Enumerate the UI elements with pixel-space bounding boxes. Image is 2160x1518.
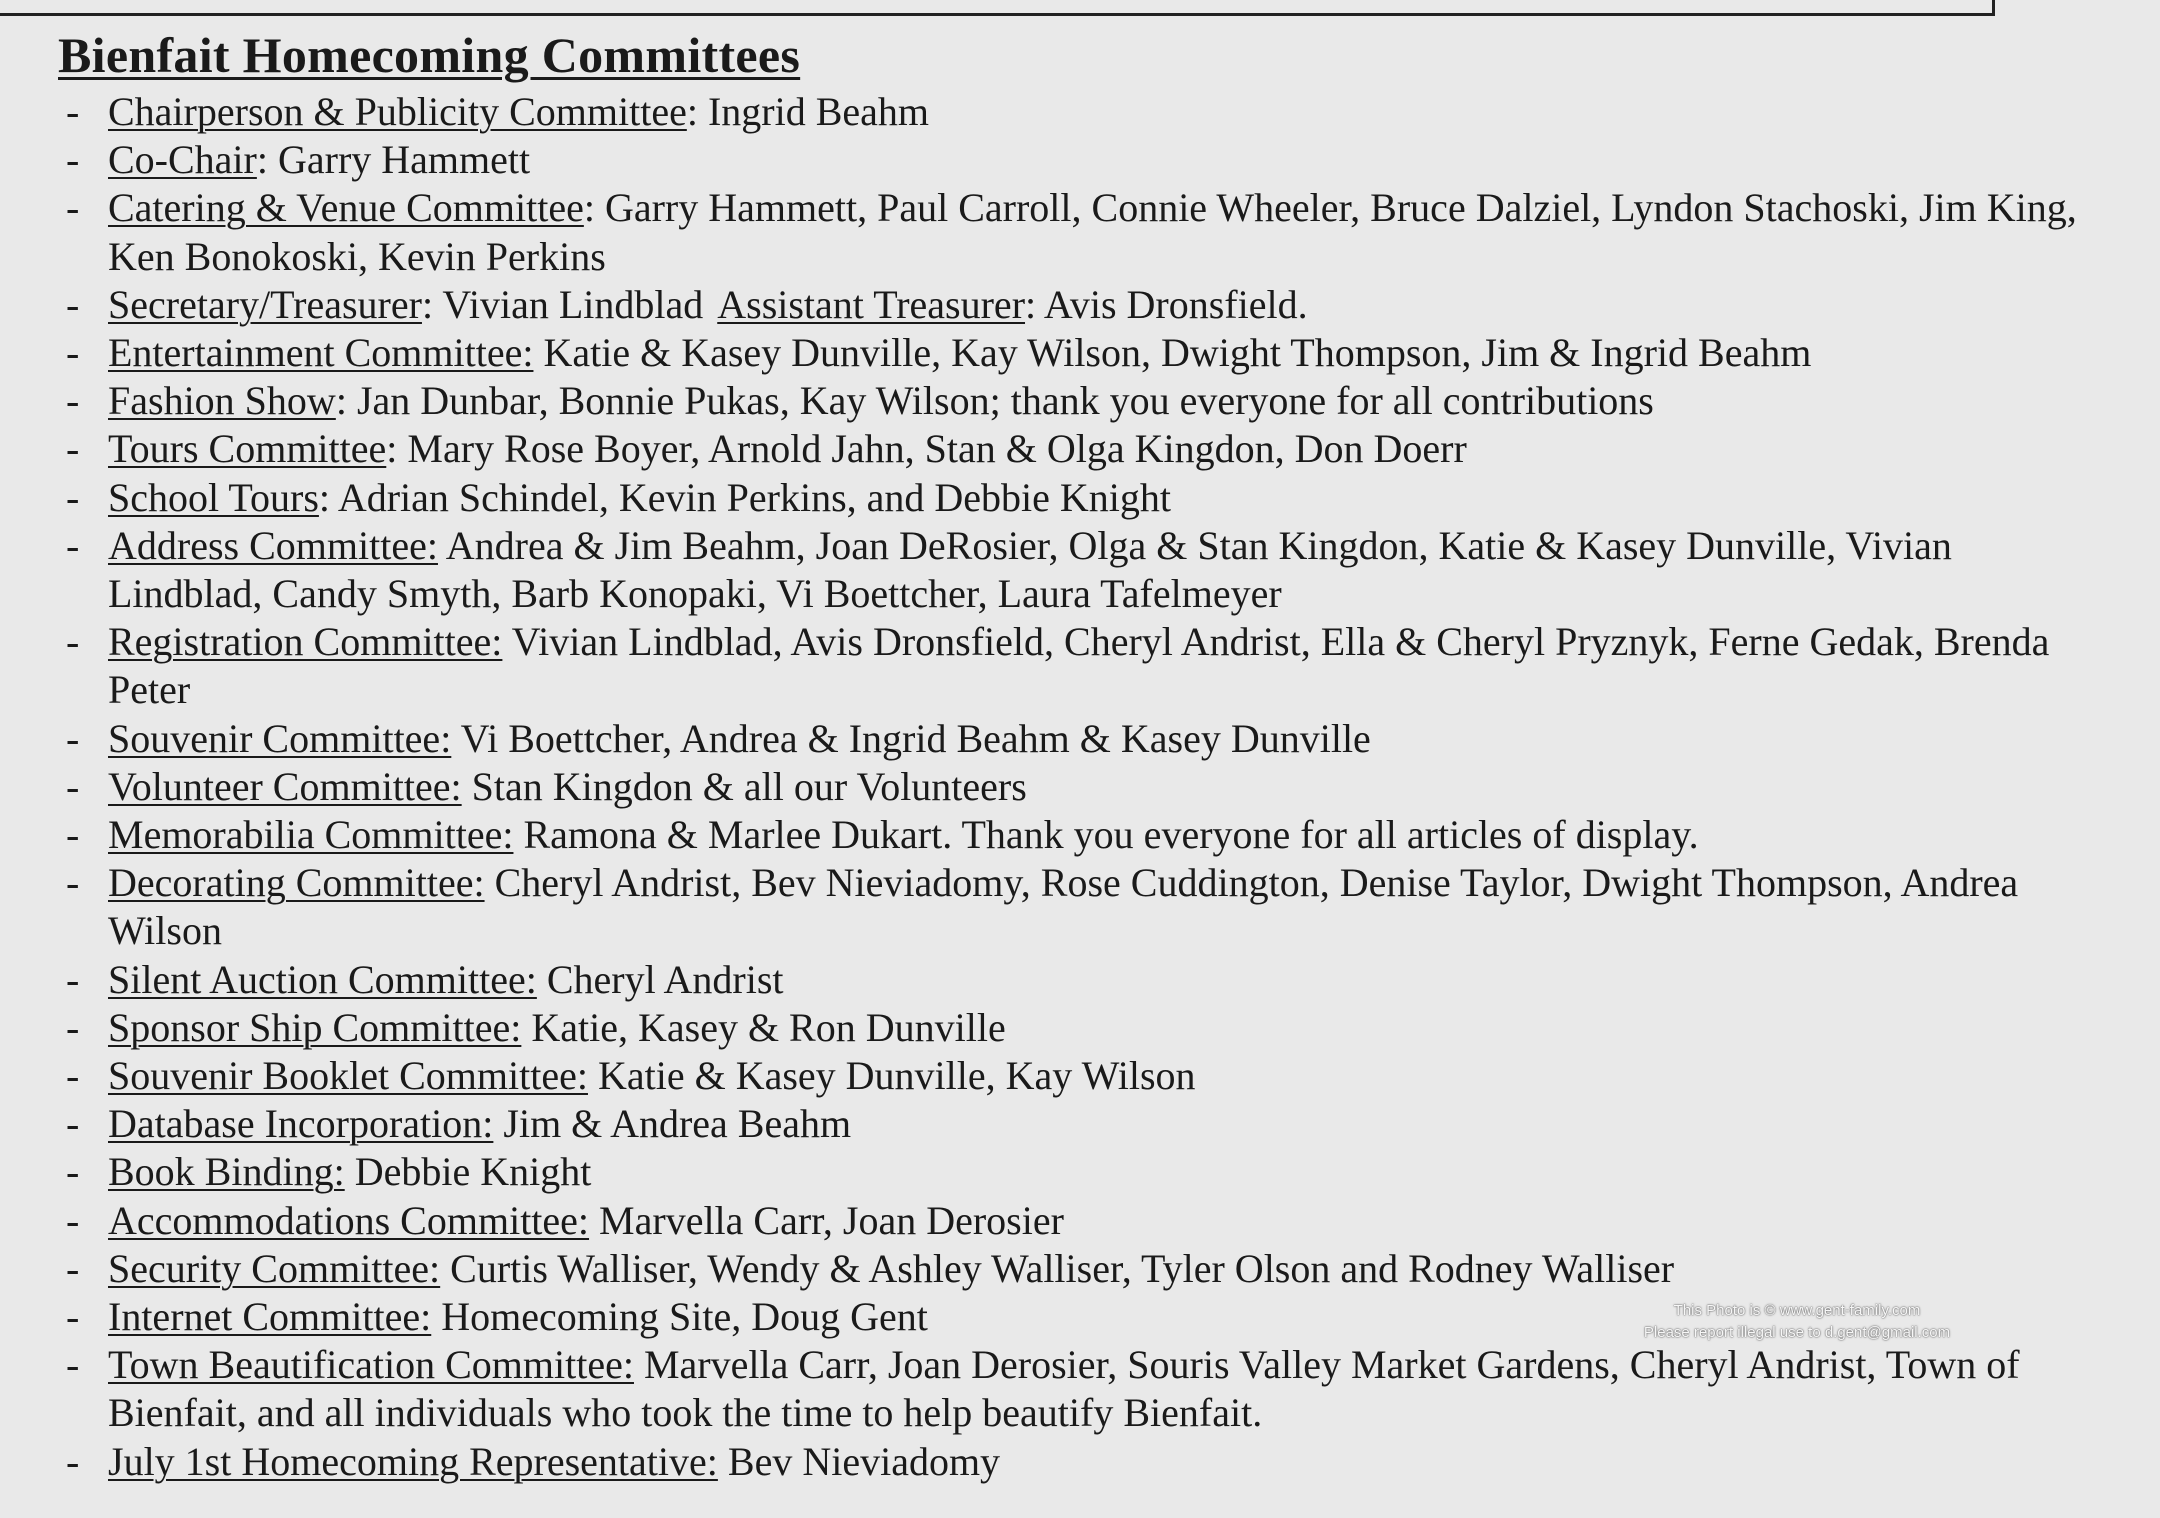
committee-members: Garry Hammett: [268, 137, 531, 183]
committee-entry: [0, 1052, 2160, 1100]
committee-label: Souvenir Booklet Committee:: [108, 1053, 588, 1099]
committee-label: Town Beautification Committee:: [108, 1342, 634, 1388]
list-dash: -: [66, 1149, 80, 1195]
committee-label: Chairperson & Publicity Committee: [108, 89, 687, 134]
committee-members: Jan Dunbar, Bonnie Pukas, Kay Wilson; thank you everyone for all contributions: [346, 378, 1654, 424]
committee-entry: [0, 377, 2160, 425]
committee-label: Database Incorporation:: [108, 1101, 494, 1147]
committee-entry: [0, 474, 2160, 522]
document-title: Bienfait Homecoming Committees: [58, 27, 801, 83]
committee-label: Memorabilia Committee:: [108, 812, 514, 858]
committee-entry: [0, 1004, 2160, 1052]
committee-label: Entertainment Committee:: [108, 330, 534, 376]
label-colon: :: [1025, 281, 1037, 327]
list-dash: -: [66, 956, 80, 1002]
list-dash: -: [66, 522, 80, 568]
committee-entry: [0, 1100, 2160, 1148]
committee-entry: [0, 425, 2160, 473]
list-dash: -: [66, 1245, 80, 1291]
committee-entry: [0, 281, 2160, 329]
list-dash: -: [66, 763, 80, 809]
committee-entry: [0, 1148, 2160, 1196]
committee-label: Internet Committee:: [108, 1294, 432, 1340]
committee-entry: [0, 715, 2160, 763]
committee-members: Marvella Carr, Joan Derosier, Souris Valley Market Gardens, Cheryl Andrist, Town of Bienfait, and all individuals who took the time to help beautify Bienfait.: [108, 1342, 2020, 1436]
committee-members: Avis Dronsfield.: [1036, 281, 1308, 327]
committee-entry: [0, 1197, 2160, 1245]
watermark: [1632, 1300, 1962, 1344]
committee-list: [0, 88, 2160, 1486]
list-dash: -: [66, 1004, 80, 1050]
committee-label: July 1st Homecoming Representative:: [108, 1438, 718, 1484]
list-dash: -: [66, 1197, 80, 1243]
list-dash: -: [66, 860, 80, 906]
committee-members: Andrea & Jim Beahm, Joan DeRosier, Olga & Stan Kingdon, Katie & Kasey Dunville, Vivian Lindblad, Candy Smyth, Barb Konopaki, Vi Boettcher, Laura Tafelmeyer: [108, 522, 1952, 617]
committee-label: Address Committee:: [108, 522, 438, 568]
label-colon: :: [421, 281, 434, 327]
list-dash: -: [66, 1101, 80, 1147]
committee-members: Bev Nieviadomy: [717, 1438, 1001, 1484]
committee-members: Adrian Schindel, Kevin Perkins, and Debbie Knight: [330, 474, 1172, 520]
list-dash: -: [66, 619, 80, 665]
committee-entry: [0, 1341, 2160, 1437]
committee-entry: [0, 956, 2160, 1004]
committee-entry: [0, 763, 2160, 811]
committee-label: Silent Auction Committee:: [108, 956, 537, 1002]
committee-label: Assistant Treasurer: [717, 281, 1026, 327]
list-dash: -: [66, 1053, 80, 1099]
committee-members: Katie & Kasey Dunville, Kay Wilson, Dwight Thompson, Jim & Ingrid Beahm: [533, 330, 1812, 376]
committee-members: Debbie Knight: [344, 1149, 592, 1195]
committee-label: Decorating Committee:: [108, 860, 485, 906]
committee-label: Fashion Show: [108, 378, 336, 424]
list-dash: -: [66, 281, 80, 327]
list-dash: -: [66, 474, 80, 520]
committee-members: Katie, Kasey & Ron Dunville: [521, 1004, 1006, 1050]
committee-entry: [0, 859, 2160, 955]
committee-members: Mary Rose Boyer, Arnold Jahn, Stan & Olga Kingdon, Don Doerr: [397, 426, 1467, 472]
list-dash: -: [66, 812, 80, 858]
list-dash: -: [66, 1438, 80, 1484]
committee-label: Book Binding:: [108, 1149, 345, 1195]
committee-entry: [0, 522, 2160, 618]
label-colon: :: [318, 474, 331, 520]
committee-label: School Tours: [108, 474, 319, 520]
watermark-line-1: This Photo is © www.gent-family.com: [1673, 1302, 1921, 1319]
committee-entry: [0, 329, 2160, 377]
list-dash: -: [66, 330, 80, 376]
list-dash: -: [66, 89, 80, 134]
committee-members: Marvella Carr, Joan Derosier: [589, 1197, 1064, 1243]
committee-label: Tours Committee: [108, 426, 387, 472]
committee-entry: [0, 1245, 2160, 1293]
committee-label: Volunteer Committee:: [108, 763, 462, 809]
list-dash: -: [66, 715, 80, 761]
committee-members: Curtis Walliser, Wendy & Ashley Walliser, Tyler Olson and Rodney Walliser: [440, 1245, 1675, 1291]
label-colon: :: [256, 137, 268, 183]
top-border-frame: [0, 0, 1995, 16]
list-dash: -: [66, 1342, 80, 1388]
label-colon: :: [686, 89, 698, 134]
committee-members: Cheryl Andrist, Bev Nieviadomy, Rose Cuddington, Denise Taylor, Dwight Thompson, Andrea Wilson: [108, 860, 2019, 954]
committee-members: Katie & Kasey Dunville, Kay Wilson: [587, 1053, 1196, 1099]
label-colon: :: [583, 185, 595, 231]
committee-members: Vi Boettcher, Andrea & Ingrid Beahm & Kasey Dunville: [451, 715, 1371, 761]
committee-label: Catering & Venue Committee: [108, 185, 584, 231]
committee-label: Registration Committee:: [108, 619, 503, 665]
committee-label: Secretary/Treasurer: [108, 281, 422, 327]
committee-members: Vivian Lindblad, Avis Dronsfield, Cheryl Andrist, Ella & Cheryl Pryznyk, Ferne Gedak, Brenda Peter: [108, 619, 2050, 713]
committee-members: Ramona & Marlee Dukart. Thank you everyone for all articles of display.: [513, 812, 1699, 858]
committee-members: Vivian Lindblad: [433, 281, 704, 327]
committee-members: Stan Kingdon & all our Volunteers: [461, 763, 1027, 809]
committee-label: Co-Chair: [108, 137, 257, 183]
committee-entry: [0, 1438, 2160, 1486]
list-dash: -: [66, 185, 80, 231]
label-colon: :: [335, 378, 347, 424]
list-dash: -: [66, 137, 80, 183]
committee-entry: [0, 88, 2160, 136]
committee-label: Security Committee:: [108, 1245, 441, 1291]
committee-members: Ingrid Beahm: [697, 89, 930, 134]
committee-entry: [0, 618, 2160, 714]
committee-members: Homecoming Site, Doug Gent: [431, 1294, 928, 1340]
list-dash: -: [66, 1294, 80, 1340]
committee-members: Garry Hammett, Paul Carroll, Connie Wheeler, Bruce Dalziel, Lyndon Stachoski, Jim King, Ken Bonokoski, Kevin Perkins: [108, 185, 2077, 279]
committee-label: Souvenir Committee:: [108, 715, 452, 761]
committee-entry: [0, 811, 2160, 859]
committee-members: Cheryl Andrist: [536, 956, 784, 1002]
committee-members: Jim & Andrea Beahm: [493, 1101, 852, 1147]
committee-label: Sponsor Ship Committee:: [108, 1004, 522, 1050]
list-dash: -: [66, 378, 80, 424]
committee-label: Accommodations Committee:: [108, 1197, 590, 1243]
watermark-line-2: Please report illegal use to d.gent@gmail.com: [1643, 1324, 1951, 1341]
committee-entry: [0, 184, 2160, 280]
committee-entry: [0, 136, 2160, 184]
label-colon: :: [386, 426, 398, 472]
list-dash: -: [66, 426, 80, 472]
